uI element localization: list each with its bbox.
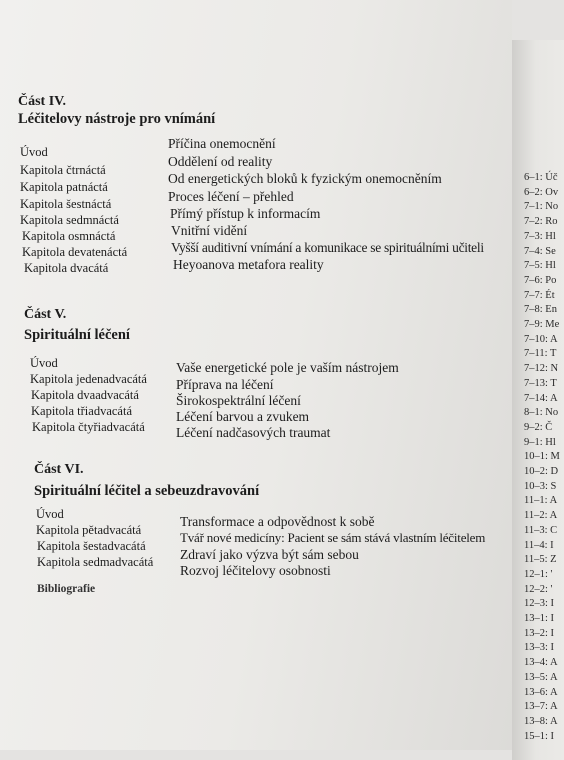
toc-title: Transformace a odpovědnost k sobě [180,514,375,529]
toc-title: Oddělení od reality [168,154,273,169]
figure-index-entry: 10–3: S [524,480,557,492]
toc-title: Vnitřní vidění [171,223,248,238]
figure-index-entry: 13–3: I [524,642,555,654]
figure-index-entry: 10–2: D [524,466,559,477]
figure-index-entry: 7–1: No [524,201,559,213]
toc-label: Kapitola dvacátá [24,261,109,275]
toc-label: Kapitola dvaadvacátá [31,388,139,402]
toc-label: Kapitola pětadvacátá [36,523,142,537]
toc-label: Kapitola patnáctá [20,180,108,194]
toc-title: Heyoanova metafora reality [173,257,324,272]
toc-title: Příčina onemocnění [168,136,276,151]
toc-label: Kapitola sedmnáctá [20,213,119,227]
figure-index-entry: 7–13: T [524,377,557,389]
figure-index-entry: 7–11: T [524,348,557,360]
figure-index-entry: 12–2: ' [524,583,553,595]
toc-title: Přímý přístup k informacím [170,206,321,221]
part-6-header [34,461,259,500]
part-4-subtitle: Léčitelovy nástroje pro vnímání [18,111,216,127]
figure-index-entry: 13–1: I [524,613,555,624]
figure-index-entry: 7–10: A [524,333,558,345]
figure-index-entry: 11–3: C [524,524,558,536]
figure-index-entry: 13–8: A [524,715,558,727]
toc-title: Vyšší auditivní vnímání a komunikace se spirituálními učiteli [171,240,484,255]
part-6-subtitle: Spirituální léčitel a sebeuzdravování [34,483,260,499]
figure-index-entry: 12–1: ' [524,568,553,580]
figure-index-entry: 7–14: A [524,392,558,404]
figure-index-entry: 13–5: A [524,671,558,683]
figure-index-entry: 11–4: I [524,539,554,551]
toc-title: Léčení nadčasových traumat [176,425,331,440]
toc-title: Širokospektrální léčení [176,393,301,408]
figure-index-entry: 6–2: Ov [524,186,559,198]
toc-label: Kapitola čtyřiadvacátá [32,420,145,434]
figure-index-entry: 6–1: Úč [524,172,558,183]
toc-title: Příprava na léčení [176,377,274,392]
part-4-title: Část IV. [18,94,66,109]
right-page [512,40,564,760]
figure-index-entry: 7–3: Hl [524,230,556,242]
bibliography-label: Bibliografie [37,583,96,595]
figure-index-entry: 7–6: Po [524,274,557,286]
figure-index-entry: 11–1: A [524,495,558,507]
toc-title: Zdraví jako výzva být sám sebou [180,547,359,562]
toc-title: Vaše energetické pole je vaším nástrojem [176,360,399,375]
toc-title: Rozvoj léčitelovy osobnosti [180,563,331,578]
figure-index-entry: 12–3: I [524,598,555,610]
figure-index-entry: 9–2: Č [524,421,553,433]
figure-index-entry: 10–1: M [524,451,560,463]
figure-index-entry: 7–4: Se [524,245,556,257]
toc-label: Kapitola šestadvacátá [37,539,146,553]
toc-label: Kapitola osmnáctá [22,229,116,243]
toc-title: Léčení barvou a zvukem [176,409,310,424]
toc-title: Od energetických bloků k fyzickým onemocněním [168,171,442,186]
toc-label: Kapitola devatenáctá [22,245,128,259]
figure-index-entry: 7–12: N [524,363,559,375]
part-5-header [24,306,130,344]
figure-index-entry: 13–7: A [524,701,558,713]
toc-label: Kapitola čtrnáctá [20,163,106,177]
figure-index-entry: 13–4: A [524,657,558,669]
part-4-header [18,93,215,128]
toc-label: Kapitola šestnáctá [20,197,112,211]
toc-label: Úvod [20,145,48,159]
toc-title: Proces léčení – přehled [168,189,294,204]
toc-label: Úvod [30,356,58,370]
figure-index-entry: 11–2: A [524,510,558,522]
figure-index-entry: 7–8: En [524,304,557,316]
toc-label: Kapitola sedmadvacátá [37,555,154,569]
figure-index-entry: 13–2: I [524,627,555,639]
figure-index-entry: 8–1: No [524,407,559,419]
figure-index-entry: 11–5: Z [524,554,557,566]
figure-index-entry: 13–6: A [524,686,558,698]
figure-index-entry: 7–5: Hl [524,260,556,272]
figure-index-entry: 7–7: Ét [524,289,555,301]
toc-label: Úvod [36,507,64,521]
figure-index-entry: 7–2: Ro [524,216,558,228]
figure-index-entry: 9–1: Hl [524,436,556,448]
part-5-title: Část V. [24,307,67,322]
figure-index-entry: 15–1: I [524,730,555,742]
toc-label: Kapitola třiadvacátá [31,404,132,418]
part-5-subtitle: Spirituální léčení [24,327,130,343]
toc-title: Tvář nové medicíny: Pacient se sám stává vlastním léčitelem [180,530,486,545]
part-6-title: Část VI. [34,462,84,477]
figure-index-entry: 7–9: Me [524,319,560,330]
toc-label: Kapitola jedenadvacátá [30,372,147,386]
